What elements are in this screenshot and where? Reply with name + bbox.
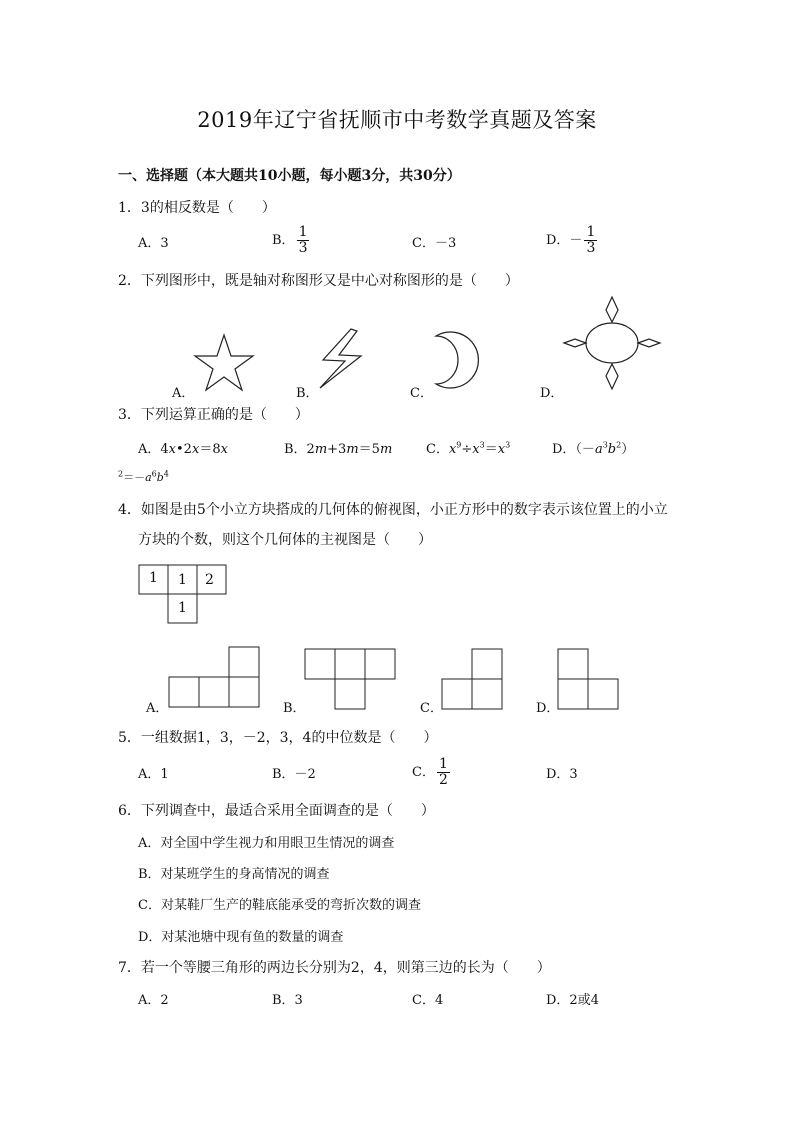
var: x — [497, 442, 506, 457]
grid-cell-value: 1 — [149, 570, 158, 586]
grid-cell-value: 1 — [178, 600, 187, 616]
option-label: B． — [272, 233, 295, 248]
exponent: 2 — [616, 440, 622, 450]
question-7-option-b[interactable]: B．3 — [272, 993, 303, 1008]
question-3-option-d-continued — [118, 469, 169, 485]
sun-diamond-figure — [563, 295, 663, 391]
option-label: B．2 — [284, 442, 315, 457]
question-4-stem-line-2: 方块的个数，则这个几何体的主视图是（ ） — [138, 532, 432, 548]
var: x — [191, 442, 200, 457]
question-3-option-b[interactable] — [284, 438, 392, 457]
question-5-option-a[interactable]: A．1 — [138, 767, 169, 782]
expr: ÷ — [461, 442, 473, 457]
question-6-stem: 6．下列调查中，最适合采用全面调查的是（ ） — [118, 803, 435, 819]
question-7-stem: 7．若一个等腰三角形的两边长分别为2，4，则第三边的长为（ ） — [118, 960, 551, 976]
fraction — [437, 757, 450, 788]
star-figure — [190, 330, 260, 395]
var: a — [594, 442, 603, 457]
numerator: 1 — [298, 224, 308, 240]
var: m — [346, 442, 359, 457]
grid-cell-value: 2 — [205, 572, 214, 588]
expr: ） — [621, 442, 635, 457]
expr: ＝5 — [358, 442, 380, 457]
expr: •2 — [176, 442, 192, 457]
option-label: A．4 — [138, 442, 169, 457]
var: x — [448, 442, 457, 457]
question-2-option-a[interactable]: A． — [172, 386, 195, 401]
fraction — [297, 225, 310, 256]
expr: +3 — [327, 442, 347, 457]
exponent: 9 — [456, 440, 462, 450]
exponent: 6 — [151, 469, 157, 479]
question-4-option-c[interactable]: C． — [420, 701, 443, 716]
question-1-option-c[interactable]: C．－3 — [412, 236, 457, 251]
var: x — [168, 442, 177, 457]
var: b — [156, 471, 164, 484]
var: m — [379, 442, 393, 457]
option-label: C． — [426, 442, 449, 457]
question-6-option-d[interactable]: D．对某池塘中现有鱼的数量的调查 — [138, 930, 344, 945]
lightning-figure — [315, 325, 365, 395]
expr: ＝－ — [123, 471, 146, 484]
exponent: 3 — [479, 440, 485, 450]
denominator: 2 — [438, 772, 448, 788]
question-2-option-c[interactable]: C． — [410, 386, 433, 401]
var: m — [314, 442, 328, 457]
denominator: 3 — [586, 240, 596, 256]
question-1-option-a[interactable]: A．3 — [138, 236, 169, 251]
question-4-option-b[interactable]: B． — [283, 701, 306, 716]
question-5-option-b[interactable]: B．－2 — [272, 767, 316, 782]
numerator: 1 — [586, 224, 596, 240]
crescent-figure — [430, 330, 490, 390]
question-7-option-d[interactable]: D．2或4 — [546, 993, 599, 1008]
question-2-option-b[interactable]: B． — [296, 386, 319, 401]
exponent: 2 — [118, 469, 124, 479]
question-5-option-c[interactable] — [412, 757, 450, 788]
option-label: D．（－ — [552, 442, 595, 457]
option-label: D．－ — [546, 233, 583, 248]
numerator: 1 — [438, 756, 448, 772]
question-4-option-a[interactable]: A． — [146, 701, 169, 716]
grid-cell-value: 1 — [178, 572, 187, 588]
front-view-b — [304, 648, 396, 710]
front-view-c — [441, 649, 503, 711]
denominator: 3 — [298, 240, 308, 256]
fraction — [584, 225, 597, 256]
expr: ＝ — [484, 442, 498, 457]
question-4-stem-line-1: 4．如图是由5个小立方块搭成的几何体的俯视图，小正方形中的数字表示该位置上的小立 — [118, 502, 668, 518]
exponent: 3 — [602, 440, 608, 450]
question-2-stem: 2．下列图形中，既是轴对称图形又是中心对称图形的是（ ） — [118, 273, 519, 289]
question-6-option-b[interactable]: B．对某班学生的身高情况的调查 — [138, 867, 330, 882]
question-3-option-a[interactable] — [138, 438, 228, 457]
front-view-d — [557, 649, 619, 711]
question-7-option-c[interactable]: C．4 — [412, 993, 444, 1008]
question-1-stem: 1．3的相反数是（ ） — [118, 200, 276, 216]
var: b — [607, 442, 617, 457]
var: x — [472, 442, 480, 457]
question-2-option-d[interactable]: D． — [540, 386, 564, 401]
question-5-stem: 5．一组数据1，3，－2，3，4的中位数是（ ） — [118, 730, 438, 746]
page-title: 2019年辽宁省抚顺市中考数学真题及答案 — [197, 108, 597, 132]
question-3-option-c[interactable] — [426, 438, 510, 457]
question-3-stem: 3．下列运算正确的是（ ） — [118, 407, 309, 423]
question-6-option-c[interactable]: C．对某鞋厂生产的鞋底能承受的弯折次数的调查 — [138, 898, 421, 913]
expr: ＝8 — [199, 442, 221, 457]
question-6-option-a[interactable]: A．对全国中学生视力和用眼卫生情况的调查 — [138, 836, 395, 851]
var: a — [145, 471, 152, 484]
option-label: C． — [412, 765, 435, 780]
question-7-option-a[interactable]: A．2 — [138, 993, 169, 1008]
exponent: 4 — [163, 469, 169, 479]
exponent: 3 — [505, 440, 511, 450]
front-view-a — [168, 647, 260, 709]
section-heading: 一、选择题（本大题共10小题，每小题3分，共30分） — [118, 168, 461, 184]
question-4-option-d[interactable]: D． — [536, 701, 560, 716]
question-1-option-b[interactable] — [272, 225, 309, 256]
question-3-option-d[interactable] — [552, 438, 634, 457]
question-5-option-d[interactable]: D．3 — [546, 767, 578, 782]
question-1-option-d[interactable] — [546, 225, 597, 256]
var: x — [220, 442, 228, 457]
